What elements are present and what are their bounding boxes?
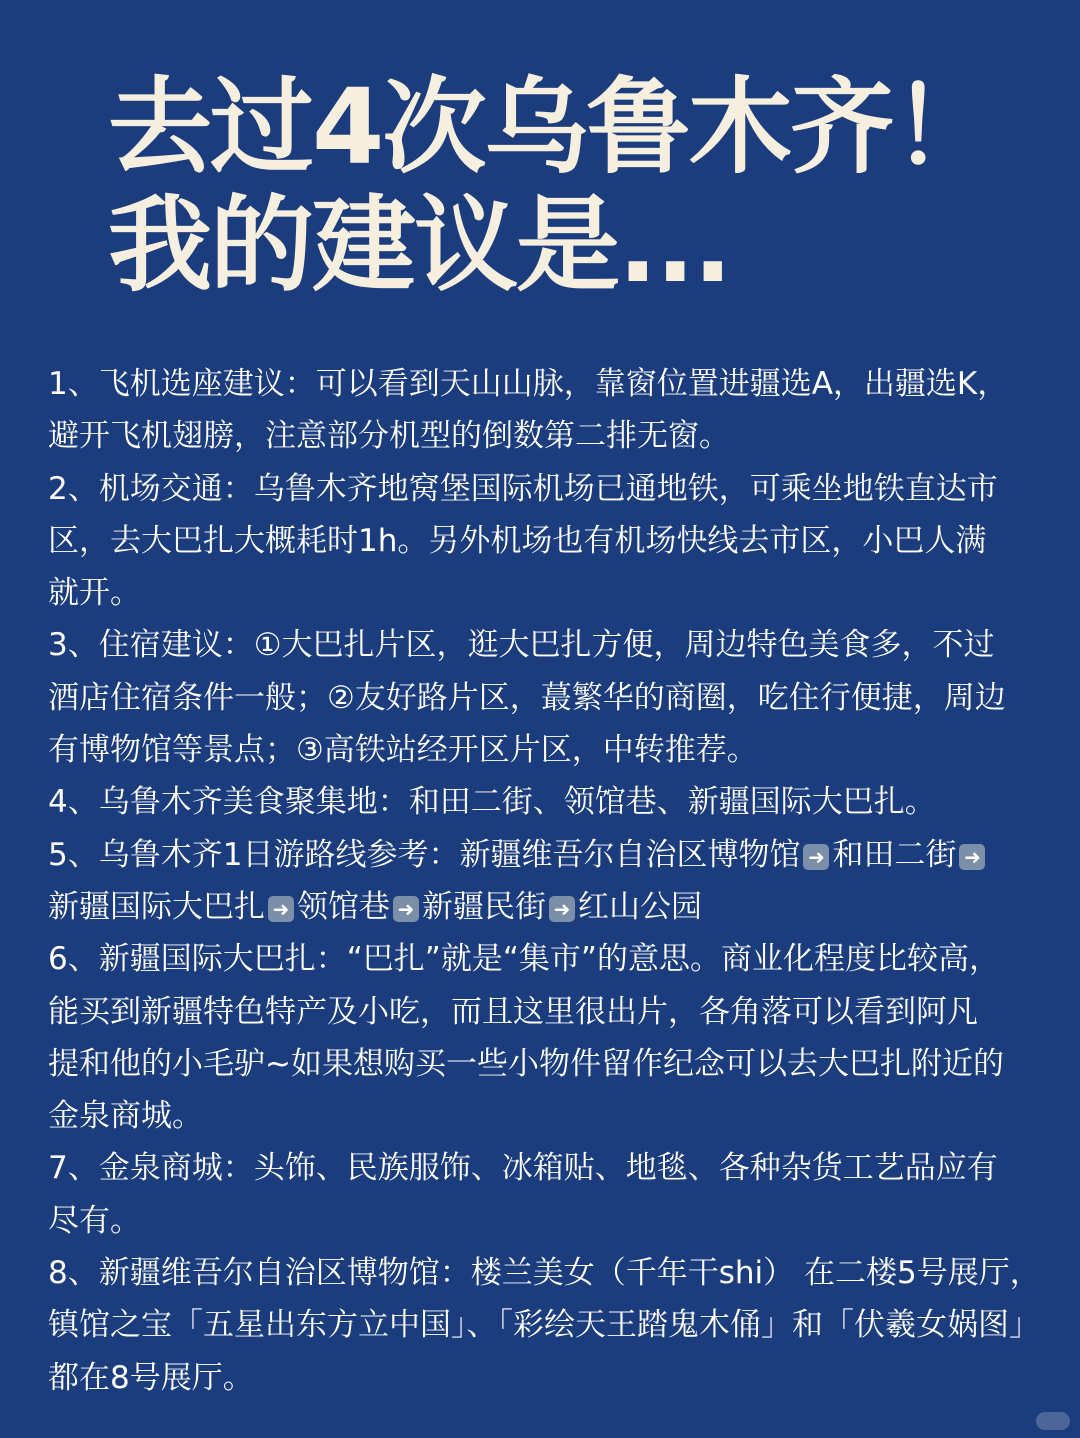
tip-line: 4、乌鲁木齐美食聚集地：和田二街、领馆巷、新疆国际大巴扎。 [48,784,936,821]
route-stop: 新疆民街 [422,888,546,925]
route-stop: 红山公园 [578,888,702,925]
tip-item-3 [48,619,1058,776]
title-line-1: 去过4次乌鲁木齐！ [108,66,995,188]
page-title [108,68,994,304]
tip-line: 3、住宿建议：①大巴扎片区，逛大巴扎方便，周边特色美食多，不过 [48,627,995,664]
route-stop: 和田二街 [832,836,957,873]
tip-item-5-route [48,829,1058,934]
route-stop: 领馆巷 [297,888,390,925]
tip-line: 能买到新疆特色特产及小吃，而且这里很出片，各角落可以看到阿凡 [48,993,978,1030]
right-arrow-icon: ➜ [803,844,829,870]
tip-line: 酒店住宿条件一般；②友好路片区，蕞繁华的商圈，吃住行便捷，周边 [48,679,1006,716]
route-stop: 5、乌鲁木齐1日游路线参考：新疆维吾尔自治区博物馆 [48,836,801,873]
tip-line: 7、金泉商城：头饰、民族服饰、冰箱贴、地毯、各种杂货工艺品应有 [48,1150,998,1187]
tip-line: 提和他的小毛驴~如果想购买一些小物件留作纪念可以去大巴扎附近的 [48,1045,1004,1082]
route-line-1 [48,829,1058,881]
route-line-2 [48,881,1058,933]
tip-line: 1、飞机选座建议：可以看到天山山脉，靠窗位置进疆选A，出疆选K， [48,366,1009,402]
watermark-logo [1036,1412,1070,1430]
title-line-2: 我的建议是... [108,184,731,306]
tip-line: 有博物馆等景点；③高铁站经开区片区，中转推荐。 [48,732,758,769]
tip-line: 8、新疆维吾尔自治区博物馆：楼兰美女（千年干shi） 在二楼5号展厅， [48,1255,1041,1292]
tip-item-8 [48,1247,1058,1404]
tip-line: 6、新疆国际大巴扎：“巴扎”就是“集市”的意思。商业化程度比较高， [48,941,1000,978]
right-arrow-icon: ➜ [393,896,419,922]
tip-item-7 [48,1142,1058,1247]
tip-line: 镇馆之宝「五星出东方立中国」、「彩绘天王踏鬼木俑」和「伏羲女娲图」 [48,1307,1040,1344]
tip-item-1 [48,358,1058,463]
tip-line: 尽有。 [48,1202,141,1239]
tip-line: 金泉商城。 [48,1098,203,1135]
route-stop: 新疆国际大巴扎 [48,888,265,925]
tips-list [48,358,1058,1404]
tip-line: 2、机场交通：乌鲁木齐地窝堡国际机场已通地铁，可乘坐地铁直达市 [48,470,998,507]
right-arrow-icon: ➜ [549,896,575,922]
tip-line: 避开飞机翅膀，注意部分机型的倒数第二排无窗。 [48,418,730,455]
tip-item-4 [48,776,1058,828]
tip-line: 都在8号展厅。 [48,1359,254,1396]
tip-item-2 [48,463,1058,620]
tip-item-6 [48,933,1058,1142]
right-arrow-icon: ➜ [268,896,294,922]
tip-line: 区，去大巴扎大概耗时1h。另外机场也有机场快线去市区，小巴人满 [48,522,987,559]
tip-line: 就开。 [48,575,141,612]
right-arrow-icon: ➜ [959,844,985,870]
